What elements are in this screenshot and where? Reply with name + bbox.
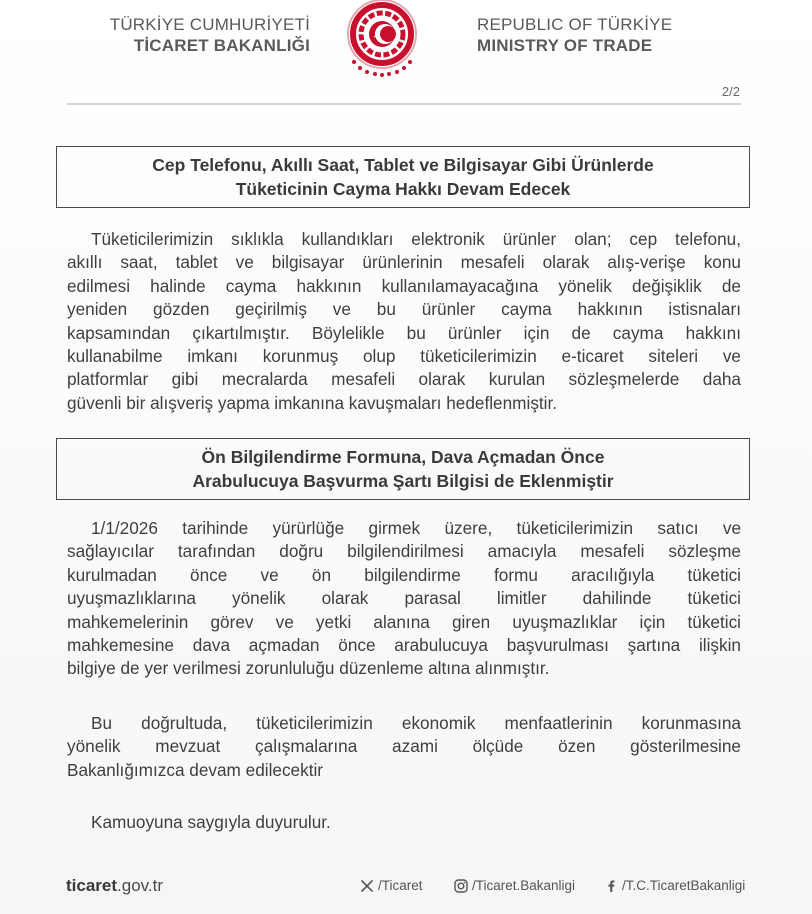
paragraph-line: sağlayıcılar tarafından doğru bilgilendirilmesi amacıyla mesafeli sözleşme bbox=[67, 541, 741, 562]
header-country-en: REPUBLIC OF TÜRKİYE bbox=[477, 15, 673, 34]
section2-title-line1: Ön Bilgilendirme Formuna, Dava Açmadan Önce bbox=[201, 447, 605, 467]
header-turkish bbox=[110, 14, 310, 56]
header-country-tr: TÜRKİYE CUMHURİYETİ bbox=[109, 15, 310, 34]
footer-website-bold: ticaret bbox=[66, 876, 118, 895]
section1-title-line2: Tüketicinin Cayma Hakkı Devam Edecek bbox=[235, 179, 571, 199]
section1-title-box bbox=[56, 146, 750, 208]
paragraph-line: Bu doğrultuda, tüketicilerimizin ekonomik menfaatlerinin korunmasına bbox=[91, 713, 741, 733]
paragraph-line: mahkemelerinin görev ve yetki alanına giren uyuşmazlıklar için tüketici bbox=[67, 611, 741, 632]
footer-website-domain: .gov.tr bbox=[117, 876, 164, 895]
footer-facebook-handle: /T.C.TicaretBakanligi bbox=[622, 878, 746, 893]
paragraph-line: kullanabilme imkanı korunmuş olup tüketicilerimizin e-ticaret siteleri ve bbox=[67, 345, 741, 366]
header-english bbox=[477, 14, 672, 56]
instagram-icon bbox=[454, 879, 468, 893]
paragraph-line: yönelik mevzuat çalışmalarına azami ölçüde özen gösterilmesine bbox=[67, 736, 741, 757]
footer-instagram-link[interactable] bbox=[454, 878, 575, 893]
paragraph-line: kapsamından çıkartılmıştır. Böylelikle bu ürünler için de cayma hakkını bbox=[67, 322, 741, 343]
section2-paragraph2 bbox=[67, 712, 741, 782]
section2-title-line2: Arabulucuya Başvurma Şartı Bilgisi de Eklenmiştir bbox=[192, 471, 614, 491]
paragraph-line: mahkemesine dava açmadan önce arabulucuya başvurulması şartına ilişkin bbox=[67, 634, 741, 655]
header-divider bbox=[67, 103, 741, 105]
paragraph-line: Bakanlığımızca devam edilecektir bbox=[67, 759, 324, 780]
ministry-seal-icon bbox=[345, 0, 419, 78]
header-ministry-tr: TİCARET BAKANLIĞI bbox=[133, 36, 310, 55]
header-ministry-en: MINISTRY OF TRADE bbox=[477, 36, 653, 55]
paragraph-line: uyuşmazlıklarına yönelik olarak parasal limitler dahilinde tüketici bbox=[67, 588, 741, 609]
paragraph-line: bilgiye de yer verilmesi zorunluluğu düzenleme altına alınmıştır. bbox=[67, 658, 550, 679]
x-logo-icon bbox=[360, 879, 374, 893]
paragraph-line: platformlar gibi mecralarda mesafeli olarak kurulan sözleşmelerde daha bbox=[67, 369, 741, 390]
footer-facebook-link[interactable] bbox=[604, 878, 745, 893]
section2-title-box bbox=[56, 438, 750, 500]
footer-x-handle: /Ticaret bbox=[378, 878, 423, 893]
facebook-icon bbox=[604, 879, 618, 893]
section2-paragraph1 bbox=[67, 517, 741, 681]
paragraph-line: 1/1/2026 tarihinde yürürlüğe girmek üzere, tüketicilerimizin satıcı ve bbox=[91, 518, 741, 538]
footer-instagram-handle: /Ticaret.Bakanligi bbox=[472, 878, 576, 893]
page-number: 2/2 bbox=[721, 84, 740, 99]
footer-website-link[interactable] bbox=[66, 876, 163, 896]
paragraph-line: yeniden gözden geçirilmiş ve bu ürünler cayma hakkının istisnaları bbox=[67, 299, 741, 320]
paragraph-line: edilmesi halinde cayma hakkının kullanılamayacağına yönelik değişiklik de bbox=[67, 275, 741, 296]
paragraph-line: kurulmadan önce ve ön bilgilendirme formu aracılığıyla tüketici bbox=[67, 564, 741, 585]
section1-title-line1: Cep Telefonu, Akıllı Saat, Tablet ve Bilgisayar Gibi Ürünlerde bbox=[152, 155, 654, 175]
paragraph-line: güvenli bir alışveriş yapma imkanına kavuşmaları hedeflenmiştir. bbox=[67, 392, 558, 413]
section1-paragraph bbox=[67, 228, 741, 415]
closing-line: Kamuoyuna saygıyla duyurulur. bbox=[91, 812, 331, 832]
footer-x-link[interactable] bbox=[360, 878, 423, 893]
paragraph-line: akıllı saat, tablet ve bilgisayar ürünlerinin mesafeli olarak alış-verişe konu bbox=[67, 252, 741, 273]
paragraph-line: Tüketicilerimizin sıklıkla kullandıkları elektronik ürünler olan; cep telefonu, bbox=[91, 229, 741, 249]
closing-paragraph bbox=[67, 811, 741, 834]
